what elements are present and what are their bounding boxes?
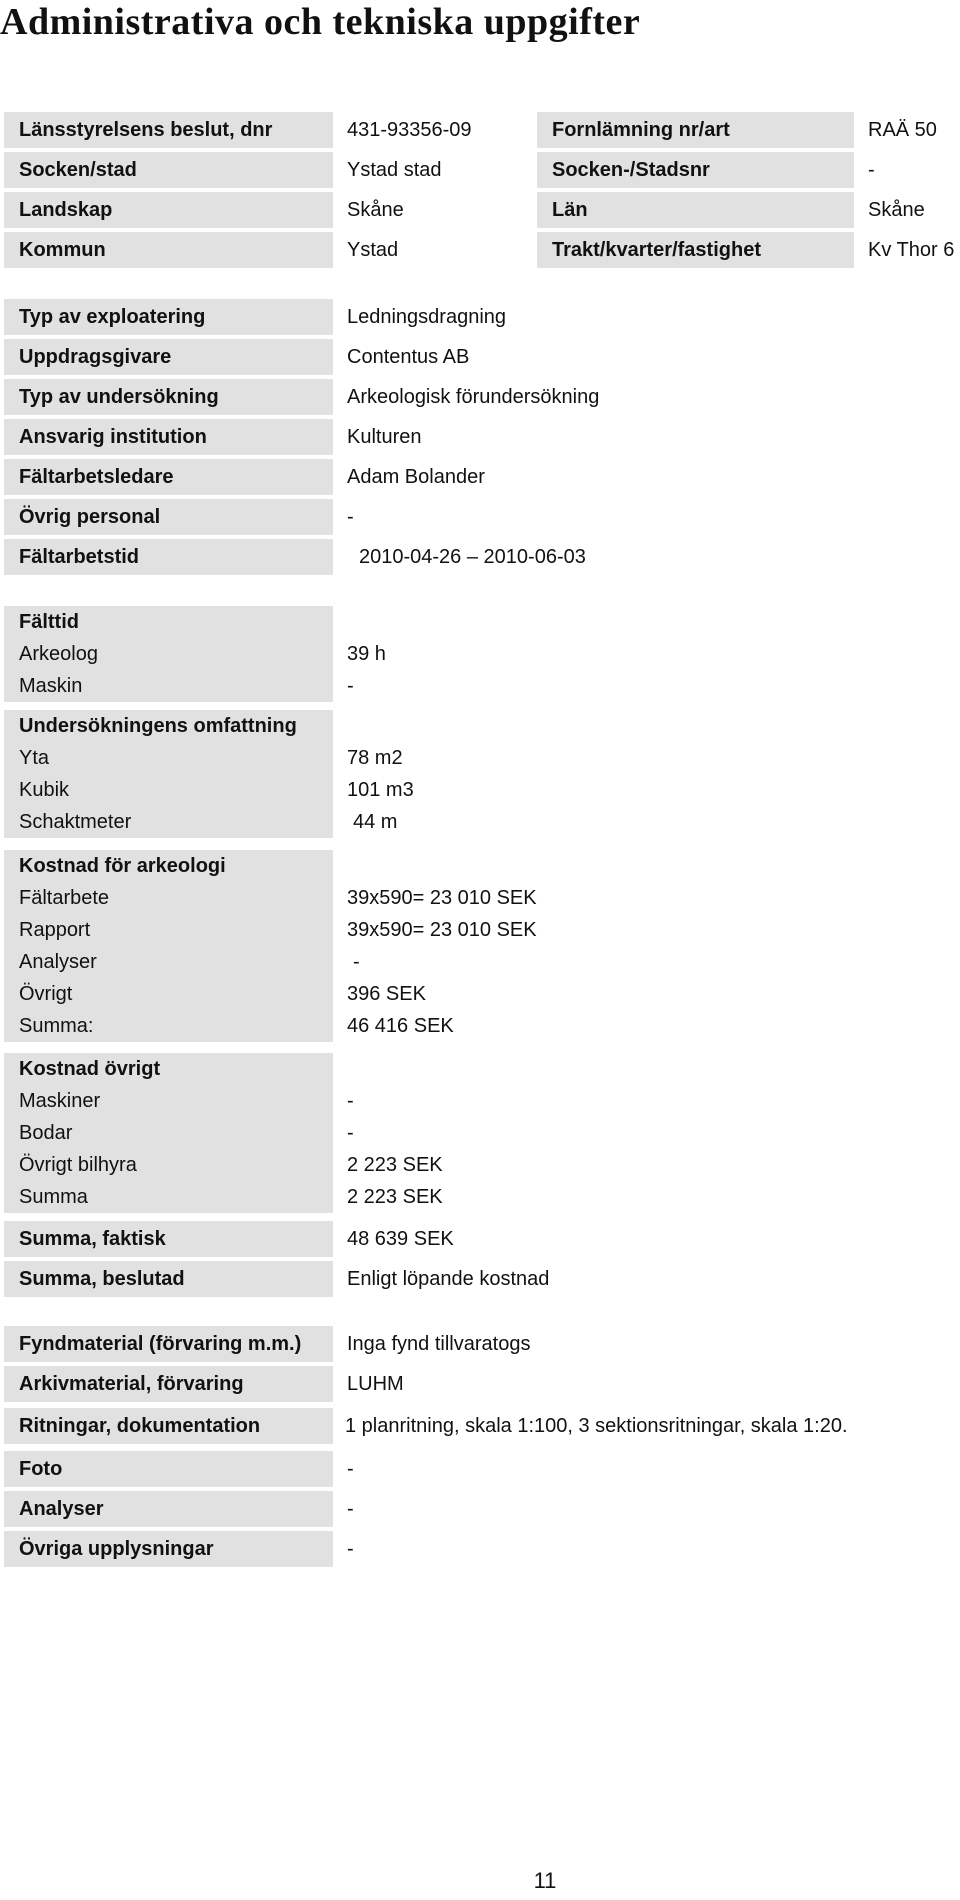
data-row bbox=[0, 806, 960, 838]
label-landskap: Landskap bbox=[4, 192, 333, 228]
label-kommun: Kommun bbox=[4, 232, 333, 268]
section-heading-kostnad-ovrigt bbox=[0, 1053, 960, 1085]
value-typ-undersokning: Arkeologisk förundersökning bbox=[347, 385, 600, 408]
label-arkivmaterial: Arkivmaterial, förvaring bbox=[4, 1366, 333, 1402]
heading-kostnad-ovrigt: Kostnad övrigt bbox=[4, 1053, 333, 1085]
data-row bbox=[0, 1085, 960, 1117]
value-yta: 78 m2 bbox=[347, 746, 403, 769]
label-institution: Ansvarig institution bbox=[4, 419, 333, 455]
totals-row bbox=[0, 1261, 960, 1297]
value-rapport: 39x590= 23 010 SEK bbox=[347, 918, 537, 941]
label-summa-faktisk: Summa, faktisk bbox=[4, 1221, 333, 1257]
label-uppdragsgivare: Uppdragsgivare bbox=[4, 339, 333, 375]
label-faltarbetsledare: Fältarbetsledare bbox=[4, 459, 333, 495]
label-exploatering: Typ av exploatering bbox=[4, 299, 333, 335]
label-fastighet: Trakt/kvarter/fastighet bbox=[537, 232, 854, 268]
label-faltarbete: Fältarbete bbox=[4, 882, 333, 914]
data-row bbox=[0, 638, 960, 670]
data-row bbox=[0, 1149, 960, 1181]
label-fyndmaterial: Fyndmaterial (förvaring m.m.) bbox=[4, 1326, 333, 1362]
value-arkivmaterial: LUHM bbox=[347, 1372, 404, 1395]
label-kubik: Kubik bbox=[4, 774, 333, 806]
label-sockennr: Socken-/Stadsnr bbox=[537, 152, 854, 188]
heading-kostnad-arkeologi: Kostnad för arkeologi bbox=[4, 850, 333, 882]
label-rapport: Rapport bbox=[4, 914, 333, 946]
label-maskiner: Maskiner bbox=[4, 1085, 333, 1117]
header-row-4 bbox=[0, 232, 960, 268]
label-summa-arkeologi: Summa: bbox=[4, 1010, 333, 1042]
value-fyndmaterial: Inga fynd tillvaratogs bbox=[347, 1332, 531, 1355]
data-row bbox=[0, 774, 960, 806]
label-schaktmeter: Schaktmeter bbox=[4, 806, 333, 838]
value-ovrigt-bilhyra: 2 223 SEK bbox=[347, 1153, 443, 1176]
label-ovrigt-bilhyra: Övrigt bilhyra bbox=[4, 1149, 333, 1181]
value-summa-faktisk: 48 639 SEK bbox=[347, 1227, 454, 1250]
value-faltarbete: 39x590= 23 010 SEK bbox=[347, 886, 537, 909]
label-analyser: Analyser bbox=[4, 1491, 333, 1527]
totals-row bbox=[0, 1221, 960, 1257]
label-summa-beslutad: Summa, beslutad bbox=[4, 1261, 333, 1297]
label-ovrigt: Övrigt bbox=[4, 978, 333, 1010]
value-exploatering: Ledningsdragning bbox=[347, 305, 507, 328]
value-ovrig-personal: - bbox=[347, 505, 354, 528]
value-faltarbetsledare: Adam Bolander bbox=[347, 465, 485, 488]
project-row bbox=[0, 539, 960, 575]
value-foto: - bbox=[347, 1457, 354, 1480]
data-row bbox=[0, 882, 960, 914]
value-analyser-kostnad: - bbox=[353, 950, 360, 973]
label-arkeolog: Arkeolog bbox=[4, 638, 333, 670]
value-analyser: - bbox=[347, 1497, 354, 1520]
label-yta: Yta bbox=[4, 742, 333, 774]
label-summa-ovrigt: Summa bbox=[4, 1181, 333, 1213]
value-kommun: Ystad bbox=[347, 238, 399, 261]
value-summa-beslutad: Enligt löpande kostnad bbox=[347, 1267, 550, 1290]
page-title: Administrativa och tekniska uppgifter bbox=[0, 1, 641, 43]
project-row bbox=[0, 379, 960, 415]
data-row bbox=[0, 670, 960, 702]
value-uppdragsgivare: Contentus AB bbox=[347, 345, 470, 368]
material-row bbox=[0, 1491, 960, 1527]
label-ovrig-personal: Övrig personal bbox=[4, 499, 333, 535]
value-institution: Kulturen bbox=[347, 425, 422, 448]
value-bodar: - bbox=[347, 1121, 354, 1144]
label-typ-undersokning: Typ av undersökning bbox=[4, 379, 333, 415]
value-lan: Skåne bbox=[868, 198, 925, 221]
value-sockennr: - bbox=[868, 158, 875, 181]
material-row bbox=[0, 1531, 960, 1567]
label-faltarbetstid: Fältarbetstid bbox=[4, 539, 333, 575]
data-row bbox=[0, 946, 960, 978]
data-row bbox=[0, 1117, 960, 1149]
material-row bbox=[0, 1326, 960, 1362]
project-row bbox=[0, 499, 960, 535]
section-heading-faltid bbox=[0, 606, 960, 638]
value-schaktmeter: 44 m bbox=[353, 810, 398, 833]
value-maskin: - bbox=[347, 674, 354, 697]
project-row bbox=[0, 459, 960, 495]
value-fastighet: Kv Thor 6 bbox=[868, 238, 955, 261]
heading-omfattning: Undersökningens omfattning bbox=[4, 710, 333, 742]
label-ovriga-upplysningar: Övriga upplysningar bbox=[4, 1531, 333, 1567]
value-arkeolog: 39 h bbox=[347, 642, 386, 665]
label-maskin: Maskin bbox=[4, 670, 333, 702]
header-row-3 bbox=[0, 192, 960, 228]
header-row-2 bbox=[0, 152, 960, 188]
header-row-1 bbox=[0, 112, 960, 148]
value-faltarbetstid: 2010-04-26 – 2010-06-03 bbox=[359, 545, 586, 568]
material-row bbox=[0, 1451, 960, 1487]
value-socken: Ystad stad bbox=[347, 158, 442, 181]
label-dnr: Länsstyrelsens beslut, dnr bbox=[4, 112, 333, 148]
value-summa-arkeologi: 46 416 SEK bbox=[347, 1014, 454, 1037]
data-row bbox=[0, 914, 960, 946]
label-fornlamning: Fornlämning nr/art bbox=[537, 112, 854, 148]
value-fornlamning: RAÄ 50 bbox=[868, 118, 937, 141]
heading-falttid: Fälttid bbox=[4, 606, 333, 638]
project-row bbox=[0, 419, 960, 455]
data-row bbox=[0, 1010, 960, 1042]
label-ritningar: Ritningar, dokumentation bbox=[4, 1408, 333, 1444]
value-ovriga-upplysningar: - bbox=[347, 1537, 354, 1560]
value-dnr: 431-93356-09 bbox=[347, 118, 472, 141]
value-kubik: 101 m3 bbox=[347, 778, 414, 801]
material-row bbox=[0, 1408, 960, 1444]
material-row bbox=[0, 1366, 960, 1402]
page-number: 11 bbox=[533, 1868, 557, 1893]
label-foto: Foto bbox=[4, 1451, 333, 1487]
label-bodar: Bodar bbox=[4, 1117, 333, 1149]
value-ovrigt: 396 SEK bbox=[347, 982, 426, 1005]
project-row bbox=[0, 339, 960, 375]
label-socken: Socken/stad bbox=[4, 152, 333, 188]
project-row bbox=[0, 299, 960, 335]
value-maskiner: - bbox=[347, 1089, 354, 1112]
value-landskap: Skåne bbox=[347, 198, 404, 221]
section-heading-kostnad-arkeologi bbox=[0, 850, 960, 882]
label-analyser-kostnad: Analyser bbox=[4, 946, 333, 978]
value-summa-ovrigt: 2 223 SEK bbox=[347, 1185, 443, 1208]
data-row bbox=[0, 978, 960, 1010]
section-heading-omfattning bbox=[0, 710, 960, 742]
value-ritningar: 1 planritning, skala 1:100, 3 sektionsritningar, skala 1:20. bbox=[345, 1414, 848, 1437]
data-row bbox=[0, 742, 960, 774]
label-lan: Län bbox=[537, 192, 854, 228]
data-row bbox=[0, 1181, 960, 1213]
